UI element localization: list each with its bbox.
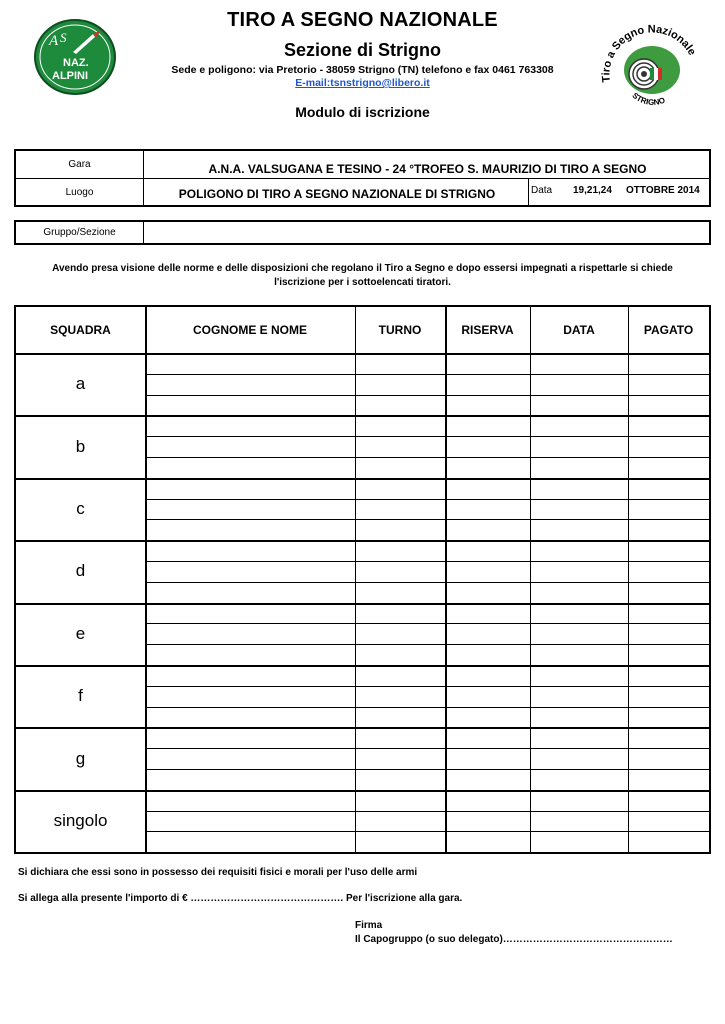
entry-cell-f-2-data[interactable] [532,687,627,706]
entry-cell-a-2-turno[interactable] [357,375,444,394]
entry-cell-b-1-riserva[interactable] [447,416,529,435]
entry-cell-c-1-riserva[interactable] [447,479,529,498]
entry-cell-f-2-riserva[interactable] [447,687,529,706]
entry-cell-b-3-pagato[interactable] [630,458,708,477]
entry-cell-c-2-data[interactable] [532,500,627,519]
entry-cell-f-1-pagato[interactable] [630,666,708,685]
column-header-riserva: RISERVA [461,323,514,337]
entry-cell-singolo-2-riserva[interactable] [447,812,529,831]
entry-cell-b-3-data[interactable] [532,458,627,477]
entry-cell-d-3-data[interactable] [532,583,627,602]
entry-cell-c-1-cognome-e-nome[interactable] [147,479,354,498]
entry-cell-singolo-1-cognome-e-nome[interactable] [147,791,354,810]
entry-cell-c-3-riserva[interactable] [447,520,529,539]
entry-cell-f-3-riserva[interactable] [447,708,529,727]
entry-cell-e-2-turno[interactable] [357,624,444,643]
team-label-singolo: singolo [53,810,108,830]
entry-cell-e-3-riserva[interactable] [447,645,529,664]
entry-cell-c-2-riserva[interactable] [447,500,529,519]
entry-cell-b-3-riserva[interactable] [447,458,529,477]
entry-cell-f-3-turno[interactable] [357,708,444,727]
entry-cell-d-3-pagato[interactable] [630,583,708,602]
entry-cell-d-1-riserva[interactable] [447,541,529,560]
requirements-declaration: Si dichiara che essi sono in possesso dei requisiti fisici e morali per l'uso delle armi [18,867,418,878]
entry-cell-b-3-cognome-e-nome[interactable] [147,458,354,477]
entry-cell-f-1-turno[interactable] [357,666,444,685]
entry-cell-d-2-turno[interactable] [357,562,444,581]
data-days: 19,21,24 [573,185,612,196]
signature-label: Firma [355,920,383,931]
entry-cell-b-3-turno[interactable] [357,458,444,477]
entry-cell-b-2-turno[interactable] [357,437,444,456]
entry-cell-singolo-3-turno[interactable] [357,832,444,851]
gruppo-label: Gruppo/Sezione [43,227,116,238]
entry-cell-a-3-data[interactable] [532,396,627,415]
entry-cell-singolo-2-cognome-e-nome[interactable] [147,812,354,831]
entry-cell-g-3-turno[interactable] [357,770,444,789]
data-month: OTTOBRE 2014 [626,185,700,196]
luogo-value: POLIGONO DI TIRO A SEGNO NAZIONALE DI STRIGNO [178,187,496,201]
entry-cell-f-1-cognome-e-nome[interactable] [147,666,354,685]
logo-right-bottom-text: STRIGNO [630,90,667,108]
entry-cell-singolo-3-riserva[interactable] [447,832,529,851]
entry-cell-a-1-cognome-e-nome[interactable] [147,354,354,373]
entry-cell-a-3-riserva[interactable] [447,396,529,415]
entry-cell-c-1-data[interactable] [532,479,627,498]
entry-cell-b-2-data[interactable] [532,437,627,456]
entry-cell-a-2-data[interactable] [532,375,627,394]
entry-cell-g-2-cognome-e-nome[interactable] [147,749,354,768]
entry-cell-g-1-turno[interactable] [357,728,444,747]
entry-cell-e-1-cognome-e-nome[interactable] [147,604,354,623]
column-header-pagato: PAGATO [643,323,694,337]
column-header-data: DATA [563,323,595,337]
entry-cell-f-2-turno[interactable] [357,687,444,706]
page-subtitle: Sezione di Strigno [283,40,441,60]
gara-value: A.N.A. VALSUGANA E TESINO - 24 °TROFEO S. MAURIZIO DI TIRO A SEGNO [208,161,647,176]
entry-cell-g-1-riserva[interactable] [447,728,529,747]
entry-cell-g-1-pagato[interactable] [630,728,708,747]
svg-text:A: A [49,33,59,49]
team-label-b: b [75,436,86,456]
entry-cell-a-1-pagato[interactable] [630,354,708,373]
email-link[interactable]: E-mail:tsnstrigno@libero.it [295,77,430,89]
gruppo-field[interactable] [146,222,706,243]
logo-right-arc-text: Tiro a Segno Nazionale [600,23,699,83]
entry-cell-g-2-pagato[interactable] [630,749,708,768]
entry-cell-singolo-1-turno[interactable] [357,791,444,810]
entry-cell-g-2-data[interactable] [532,749,627,768]
tsn-strigno-logo-icon [598,22,704,108]
entry-cell-e-1-pagato[interactable] [630,604,708,623]
logo-left-line2: ALPINI [52,70,89,82]
team-label-g: g [75,748,86,768]
luogo-label: Luogo [65,186,94,198]
entry-cell-a-2-pagato[interactable] [630,375,708,394]
entry-cell-b-2-cognome-e-nome[interactable] [147,437,354,456]
entry-cell-a-1-turno[interactable] [357,354,444,373]
entry-cell-b-1-data[interactable] [532,416,627,435]
entry-cell-d-2-data[interactable] [532,562,627,581]
form-title: Modulo di iscrizione [295,104,430,120]
entry-cell-g-2-riserva[interactable] [447,749,529,768]
entry-cell-d-3-turno[interactable] [357,583,444,602]
entry-cell-f-1-riserva[interactable] [447,666,529,685]
entry-cell-b-1-pagato[interactable] [630,416,708,435]
entry-cell-c-3-pagato[interactable] [630,520,708,539]
declaration-line1: Avendo presa visione delle norme e delle disposizioni che regolano il Tiro a Segno e dopo essersi impegnati a rispettarle si chiede [52,263,673,274]
entry-cell-e-3-turno[interactable] [357,645,444,664]
team-registration-table [14,305,711,854]
entry-cell-d-1-turno[interactable] [357,541,444,560]
entry-cell-d-1-pagato[interactable] [630,541,708,560]
entry-cell-f-3-cognome-e-nome[interactable] [147,708,354,727]
entry-cell-e-1-turno[interactable] [357,604,444,623]
entry-cell-b-2-pagato[interactable] [630,437,708,456]
entry-cell-a-3-pagato[interactable] [630,396,708,415]
entry-cell-e-1-riserva[interactable] [447,604,529,623]
entry-cell-d-1-cognome-e-nome[interactable] [147,541,354,560]
entry-cell-a-2-riserva[interactable] [447,375,529,394]
entry-cell-b-1-cognome-e-nome[interactable] [147,416,354,435]
entry-cell-f-2-cognome-e-nome[interactable] [147,687,354,706]
team-label-c: c [76,498,85,518]
entry-cell-f-1-data[interactable] [532,666,627,685]
entry-cell-e-2-cognome-e-nome[interactable] [147,624,354,643]
entry-cell-d-2-riserva[interactable] [447,562,529,581]
column-header-squadra: SQUADRA [50,323,111,337]
entry-cell-g-3-riserva[interactable] [447,770,529,789]
entry-cell-c-2-pagato[interactable] [630,500,708,519]
entry-cell-g-2-turno[interactable] [357,749,444,768]
entry-cell-singolo-1-riserva[interactable] [447,791,529,810]
entry-cell-c-2-cognome-e-nome[interactable] [147,500,354,519]
entry-cell-g-1-data[interactable] [532,728,627,747]
event-info-box [14,149,711,207]
team-leader-signature-line[interactable]: Il Capogruppo (o suo delegato)…………………………………………… [355,934,673,945]
entry-cell-c-2-turno[interactable] [357,500,444,519]
declaration-line2: l'iscrizione per i sottoelencati tiratori. [274,277,451,288]
entry-cell-f-3-data[interactable] [532,708,627,727]
entry-cell-g-3-data[interactable] [532,770,627,789]
entry-cell-singolo-3-data[interactable] [532,832,627,851]
entry-cell-f-3-pagato[interactable] [630,708,708,727]
entry-cell-c-3-data[interactable] [532,520,627,539]
entry-cell-singolo-3-pagato[interactable] [630,832,708,851]
entry-cell-f-2-pagato[interactable] [630,687,708,706]
entry-cell-a-1-riserva[interactable] [447,354,529,373]
entry-cell-e-3-pagato[interactable] [630,645,708,664]
entry-cell-singolo-2-turno[interactable] [357,812,444,831]
entry-cell-a-2-cognome-e-nome[interactable] [147,375,354,394]
fee-declaration: Si allega alla presente l'importo di € ………………………………………. Per l'iscrizione alla gara. [18,893,463,904]
team-label-a: a [75,374,86,394]
entry-cell-g-3-cognome-e-nome[interactable] [147,770,354,789]
logo-left-line1: NAZ. [63,57,89,69]
entry-cell-e-3-cognome-e-nome[interactable] [147,645,354,664]
entry-cell-d-1-data[interactable] [532,541,627,560]
entry-cell-g-1-cognome-e-nome[interactable] [147,728,354,747]
gara-label: Gara [68,159,91,170]
address-text: Sede e poligono: via Pretorio - 38059 Strigno (TN) telefono e fax 0461 763308 [171,64,554,76]
entry-cell-a-3-turno[interactable] [357,396,444,415]
entry-cell-d-2-pagato[interactable] [630,562,708,581]
entry-cell-singolo-1-pagato[interactable] [630,791,708,810]
group-section-box [14,220,711,245]
page-title: TIRO A SEGNO NAZIONALE [227,9,498,31]
entry-cell-g-3-pagato[interactable] [630,770,708,789]
ana-logo-icon [33,18,117,96]
svg-text:S: S [60,30,67,45]
column-header-cognome-e-nome: COGNOME E NOME [192,323,307,337]
team-label-d: d [75,561,86,581]
entry-cell-c-3-cognome-e-nome[interactable] [147,520,354,539]
entry-cell-e-3-data[interactable] [532,645,627,664]
entry-cell-e-2-data[interactable] [532,624,627,643]
entry-cell-e-1-data[interactable] [532,604,627,623]
entry-cell-a-1-data[interactable] [532,354,627,373]
column-header-turno: TURNO [378,323,422,337]
entry-cell-d-3-cognome-e-nome[interactable] [147,583,354,602]
entry-cell-c-1-turno[interactable] [357,479,444,498]
entry-cell-singolo-1-data[interactable] [532,791,627,810]
entry-cell-d-2-cognome-e-nome[interactable] [147,562,354,581]
declaration-text [20,262,705,290]
entry-cell-e-2-riserva[interactable] [447,624,529,643]
entry-cell-b-1-turno[interactable] [357,416,444,435]
entry-cell-singolo-2-data[interactable] [532,812,627,831]
entry-cell-e-2-pagato[interactable] [630,624,708,643]
team-label-e: e [75,623,86,643]
entry-cell-singolo-3-cognome-e-nome[interactable] [147,832,354,851]
entry-cell-c-3-turno[interactable] [357,520,444,539]
entry-cell-a-3-cognome-e-nome[interactable] [147,396,354,415]
entry-cell-c-1-pagato[interactable] [630,479,708,498]
entry-cell-singolo-2-pagato[interactable] [630,812,708,831]
team-label-f: f [78,686,83,706]
data-label: Data [531,185,553,196]
entry-cell-d-3-riserva[interactable] [447,583,529,602]
entry-cell-b-2-riserva[interactable] [447,437,529,456]
